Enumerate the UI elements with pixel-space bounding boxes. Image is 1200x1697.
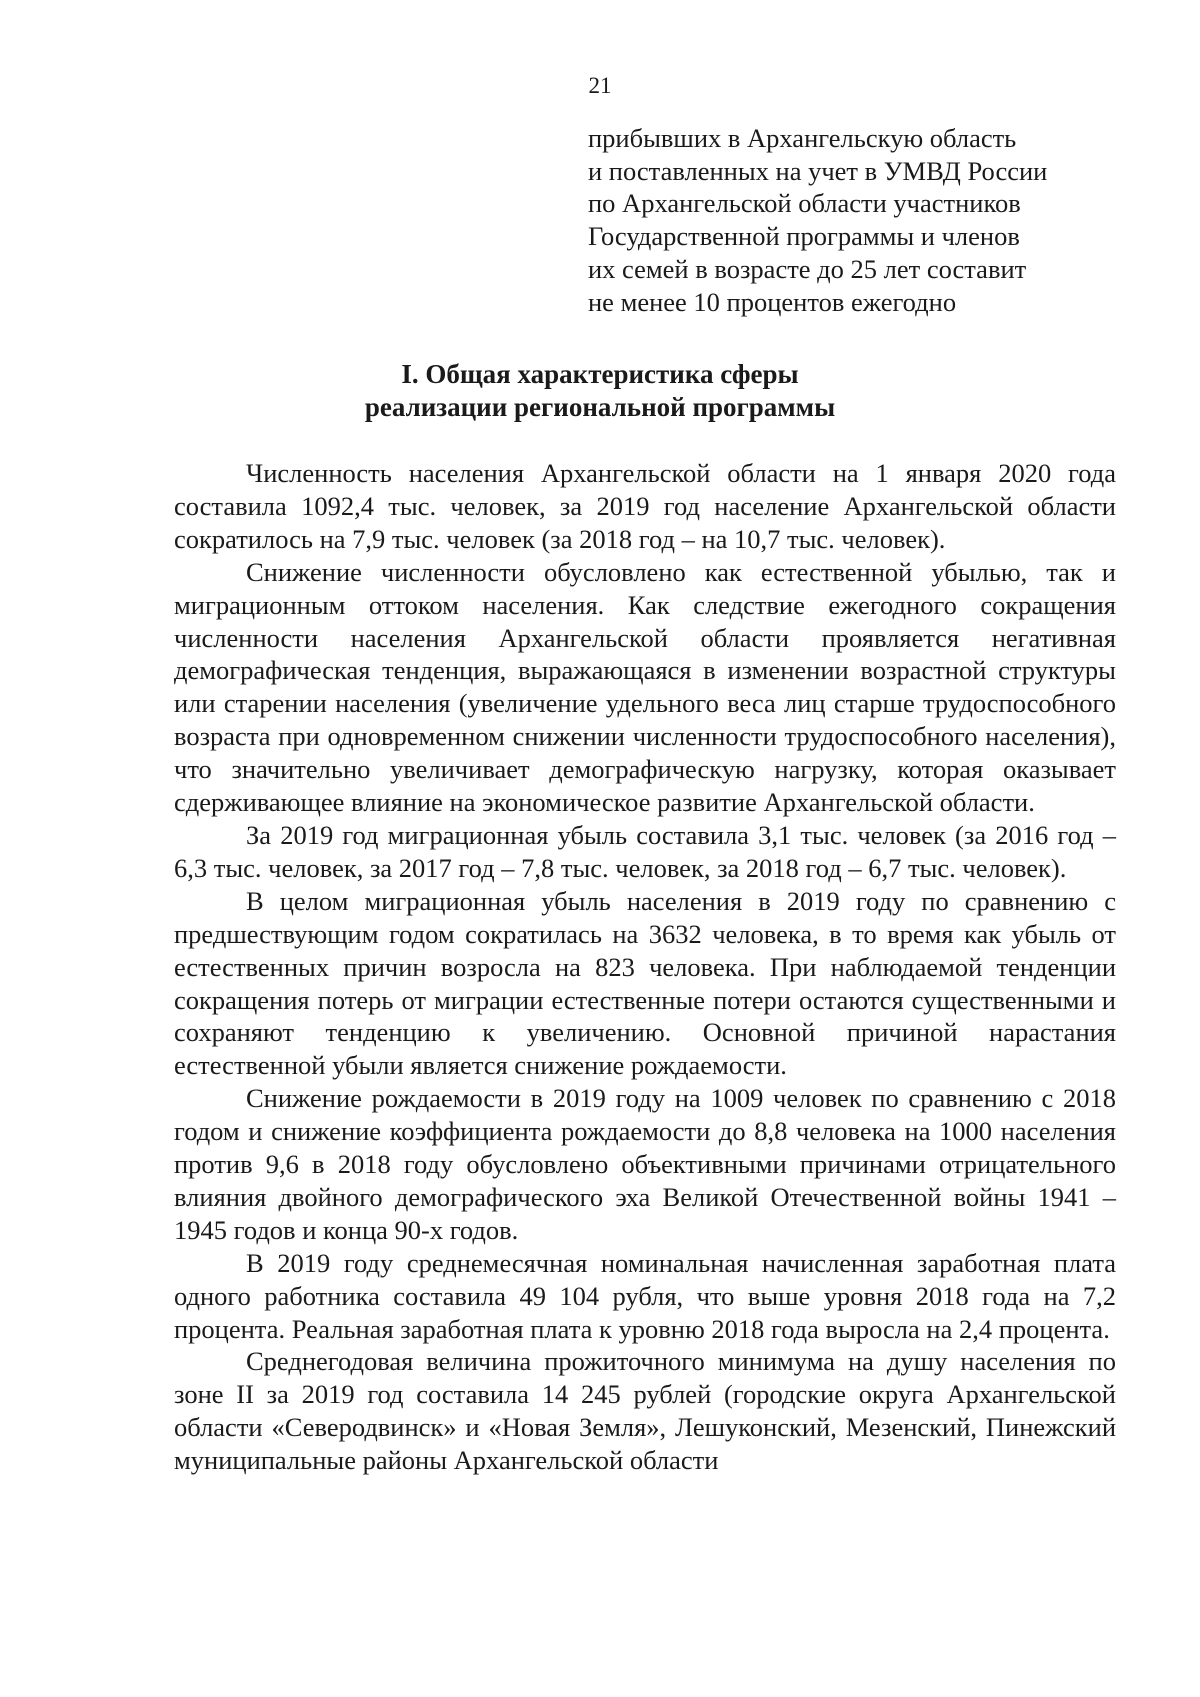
continued-text-line: их семей в возрасте до 25 лет составит <box>588 253 1027 284</box>
paragraph-natural-loss: В целом миграционная убыль населения в 2019 году по сравнению с предшествующим годом сократилась на 3632 человека, в то время как убыль от естественных причин возросла на 823 человека. При наблюдаемой тенденции сокращения потерь от миграции естественные потери остаются существенными и сохраняют тенденцию к увеличению. Основной причиной нарастания естественной убыли является снижение рождаемости. <box>174 885 1116 1081</box>
section-title-line: реализации региональной программы <box>364 392 836 422</box>
continued-text-line: по Архангельской области участников <box>588 188 1021 219</box>
paragraph-birth-rate: Снижение рождаемости в 2019 году на 1009 человек по сравнению с 2018 годом и снижение коэффициента рождаемости до 8,8 человека на 1000 населения против 9,6 в 2018 году обусловлено объективными причинами отрицательного влияния двойного демографического эха Великой Отечественной войны 1941 – 1945 годов и конца 90-х годов. <box>174 1083 1116 1245</box>
paragraph-subsistence-minimum: Среднегодовая величина прожиточного минимума на душу населения по зоне II за 2019 год составила 14 245 рублей (городские округа Архангельской области «Северодвинск» и «Новая Земля», Лешуконский, Мезенский, Пинежский муниципальные районы Архангельской области <box>174 1346 1116 1476</box>
section-title-line: I. Общая характеристика сферы <box>401 359 799 389</box>
page-number: 21 <box>588 73 612 98</box>
continued-text-line: не менее 10 процентов ежегодно <box>588 286 957 317</box>
continued-table-cell-text <box>588 122 1108 318</box>
continued-text-line: прибывших в Архангельскую область <box>588 123 1017 153</box>
section-title <box>0 358 1200 424</box>
continued-text-line: и поставленных на учет в УМВД России <box>588 155 1048 186</box>
body-text <box>174 457 1116 1477</box>
paragraph-population-decline: Снижение численности обусловлено как естественной убылью, так и миграционным оттоком населения. Как следствие ежегодного сокращения численности населения Архангельской области проявляется негативная демографическая тенденция, выражающаяся в изменении возрастной структуры или старении населения (увеличение удельного веса лиц старше трудоспособного возраста при одновременном снижении численности трудоспособного населения), что значительно увеличивает демографическую нагрузку, которая оказывает сдерживающее влияние на экономическое развитие Архангельской области. <box>174 556 1116 818</box>
paragraph-wages: В 2019 году среднемесячная номинальная начисленная заработная плата одного работника составила 49 104 рубля, что выше уровня 2018 года на 7,2 процента. Реальная заработная плата к уровню 2018 года выросла на 2,4 процента. <box>174 1247 1116 1344</box>
continued-text-line: Государственной программы и членов <box>588 221 1020 252</box>
paragraph-migration-loss: За 2019 год миграционная убыль составила 3,1 тыс. человек (за 2016 год – 6,3 тыс. человек, за 2017 год – 7,8 тыс. человек, за 2018 год – 6,7 тыс. человек). <box>174 819 1116 883</box>
paragraph-population: Численность населения Архангельской области на 1 января 2020 года составила 1092,4 тыс. человек, за 2019 год население Архангельской области сократилось на 7,9 тыс. человек (за 2018 год – на 10,7 тыс. человек). <box>174 458 1116 554</box>
